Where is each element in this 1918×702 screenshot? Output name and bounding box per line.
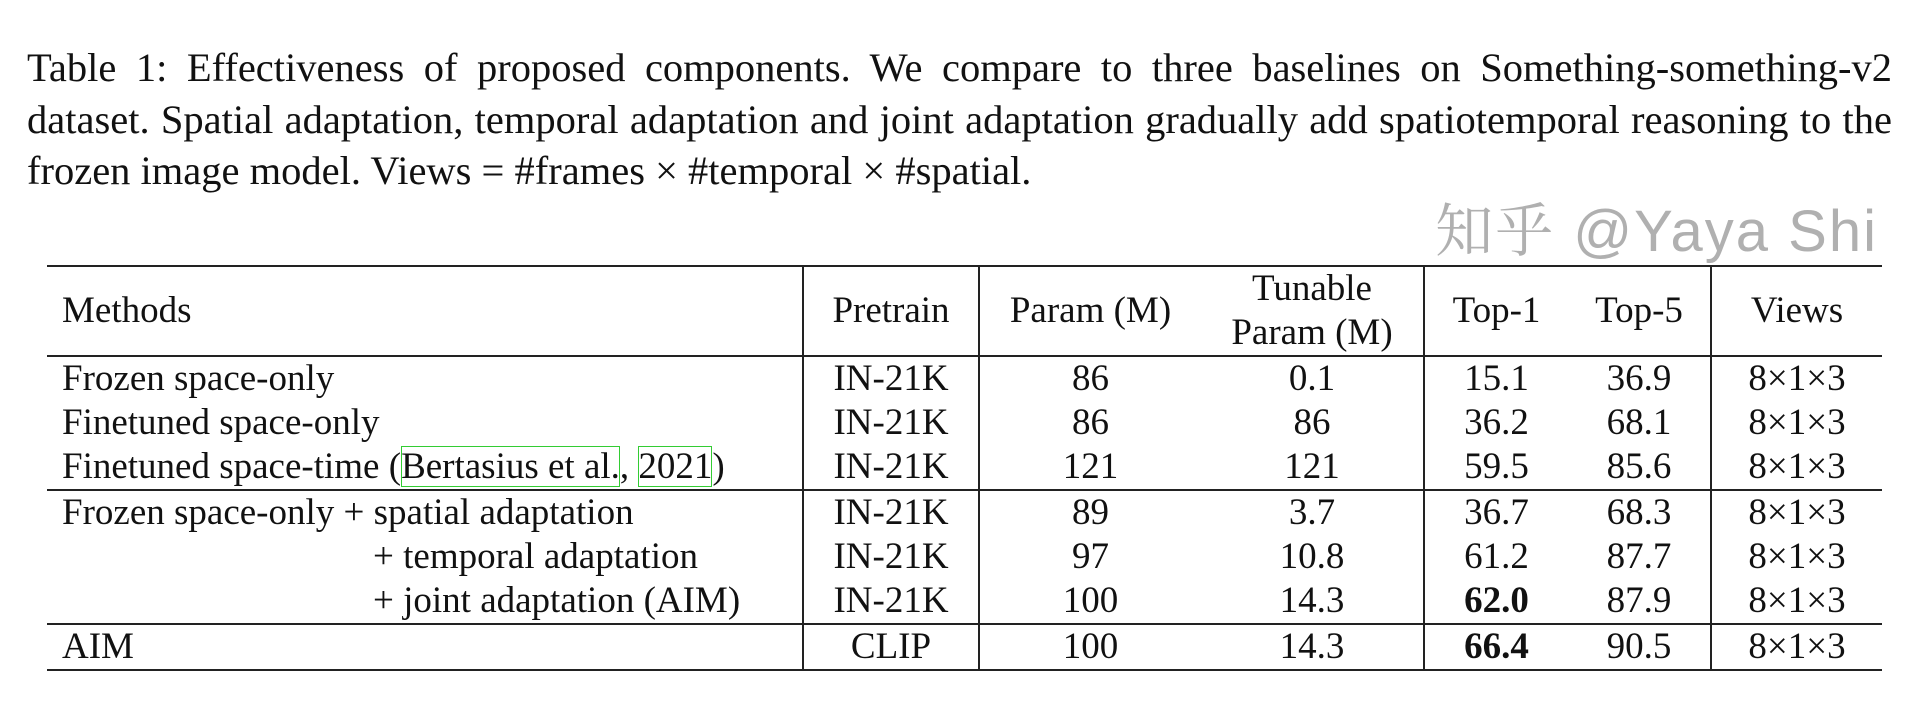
cell-tunable: 14.3 [1201, 579, 1424, 624]
cell-views: 8×1×3 [1748, 446, 1846, 487]
header-row [47, 266, 1882, 356]
cell-param: 86 [1072, 358, 1109, 399]
cell-top1: 15.1 [1464, 358, 1529, 399]
cell-top1 [1424, 579, 1568, 624]
cell-top1: 59.5 [1464, 446, 1529, 487]
cell-tunable: 86 [1201, 401, 1424, 445]
cell-param: 89 [979, 490, 1201, 535]
cell-pretrain: CLIP [803, 624, 979, 670]
cell-tunable: 3.7 [1201, 490, 1424, 535]
cell-top1: 61.2 [1464, 536, 1529, 577]
cell-method: AIM [47, 624, 803, 670]
cell-top1 [1424, 624, 1568, 670]
cell-tunable: 10.8 [1201, 535, 1424, 579]
cell-method: Frozen space-only + spatial adaptation [47, 490, 803, 535]
cell-tunable: 121 [1201, 445, 1424, 490]
results-table [47, 265, 1882, 671]
cell-method: + joint adaptation (AIM) [47, 579, 803, 624]
method-prefix: Finetuned space-time ( [62, 446, 402, 487]
cell-pretrain: IN-21K [803, 490, 979, 535]
cell-method: + temporal adaptation [47, 535, 803, 579]
cell-views: 8×1×3 [1748, 402, 1846, 443]
cell-tunable: 0.1 [1201, 356, 1424, 401]
cell-top5: 87.9 [1568, 579, 1711, 624]
table-row [47, 535, 1882, 579]
cell-param: 121 [1062, 446, 1119, 487]
method-suffix: ) [712, 446, 725, 487]
table-row [47, 356, 1882, 401]
cell-top5: 36.9 [1568, 356, 1711, 401]
cell-views: 8×1×3 [1748, 358, 1846, 399]
header-tunable-line1: Tunable [1252, 268, 1372, 309]
cell-param: 100 [1062, 580, 1119, 621]
cell-views: 8×1×3 [1748, 536, 1846, 577]
table-row [47, 579, 1882, 624]
cell-method: Frozen space-only [47, 356, 803, 401]
header-top5: Top-5 [1568, 266, 1711, 356]
best-top1: 66.4 [1464, 626, 1529, 667]
header-tunable-line2: Param (M) [1231, 312, 1393, 353]
cell-method: Finetuned space-only [47, 401, 803, 445]
cell-param: 97 [1072, 536, 1109, 577]
header-pretrain: Pretrain [803, 266, 979, 356]
header-param: Param (M) [979, 266, 1201, 356]
table-row [47, 445, 1882, 490]
header-tunable [1201, 266, 1424, 356]
cell-top5: 85.6 [1568, 445, 1711, 490]
cell-views: 8×1×3 [1711, 624, 1882, 670]
cell-top5: 87.7 [1568, 535, 1711, 579]
cell-param: 100 [979, 624, 1201, 670]
header-methods: Methods [47, 266, 803, 356]
cell-top5: 68.3 [1568, 490, 1711, 535]
cell-pretrain: IN-21K [803, 535, 979, 579]
cell-top5: 68.1 [1568, 401, 1711, 445]
best-top1: 62.0 [1464, 580, 1529, 621]
header-top1: Top-1 [1424, 266, 1568, 356]
cell-pretrain: IN-21K [803, 445, 979, 490]
cell-top5: 90.5 [1568, 624, 1711, 670]
cell-tunable: 14.3 [1201, 624, 1424, 670]
cell-pretrain: IN-21K [803, 401, 979, 445]
cell-param: 86 [1072, 402, 1109, 443]
watermark: 知乎 @Yaya Shi [1435, 199, 1878, 264]
cell-top1: 36.7 [1424, 490, 1568, 535]
cell-pretrain: IN-21K [803, 356, 979, 401]
cell-views: 8×1×3 [1748, 580, 1846, 621]
header-views: Views [1711, 266, 1882, 356]
cell-method [47, 445, 803, 490]
table-row [47, 490, 1882, 535]
cell-views: 8×1×3 [1711, 490, 1882, 535]
citation-sep: , [619, 446, 639, 487]
citation-link-year[interactable]: 2021 [638, 446, 713, 487]
cell-pretrain: IN-21K [803, 579, 979, 624]
citation-link-author[interactable]: Bertasius et al. [401, 446, 620, 487]
table-row [47, 624, 1882, 670]
table-row [47, 401, 1882, 445]
cell-top1: 36.2 [1464, 402, 1529, 443]
table-caption: Table 1: Effectiveness of proposed components. We compare to three baselines on Something-something-v2 dataset. Spatial adaptation, temporal adaptation and joint adaptation gradually add spatiotemporal reasoning to the frozen image model. Views = #frames × #temporal × #spatial. [27, 45, 1892, 193]
